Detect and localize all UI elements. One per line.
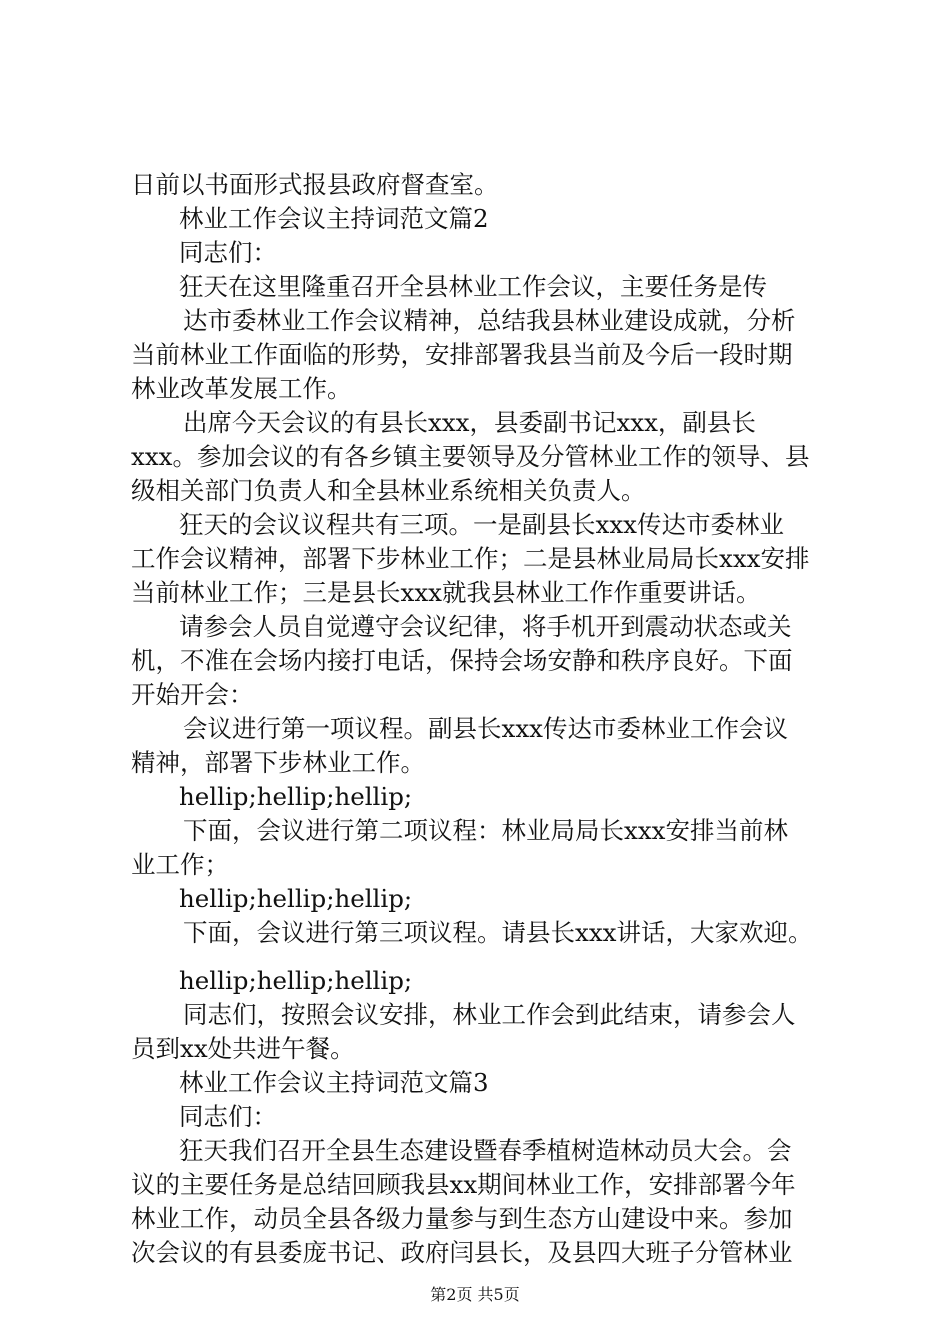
text-line: 员到xx处共进午餐。 — [131, 1034, 355, 1063]
ellipsis-line: hellip;hellip;hellip; — [179, 884, 413, 913]
text-line: 业工作； — [131, 850, 229, 879]
salutation: 同志们： — [179, 1102, 277, 1131]
text-line: 请参会人员自觉遵守会议纪律，将手机开到震动状态或关 — [179, 612, 792, 641]
text-line: 同志们，按照会议安排，林业工作会到此结束，请参会人 — [183, 1000, 796, 1029]
section-heading: 林业工作会议主持词范文篇2 — [179, 204, 489, 233]
page-number-label: 第2页 共5页 — [430, 1285, 520, 1304]
text-line: 开始开会： — [131, 680, 254, 709]
text-line: 下面，会议进行第二项议程：林业局局长xxx安排当前林 — [183, 816, 788, 845]
text-line: 林业改革发展工作。 — [131, 374, 352, 403]
text-line: 日前以书面形式报县政府督查室。 — [131, 170, 499, 199]
text-line: 下面，会议进行第三项议程。请县长xxx讲话，大家欢迎。 — [183, 918, 813, 947]
text-line: 会议进行第一项议程。副县长xxx传达市委林业工作会议 — [183, 714, 788, 743]
text-line: 狂天的会议议程共有三项。一是副县长xxx传达市委林业 — [179, 510, 784, 539]
text-line: 达市委林业工作会议精神，总结我县林业建设成就，分析 — [183, 306, 796, 335]
text-line: 工作会议精神，部署下步林业工作；二是县林业局局长xxx安排 — [131, 544, 810, 573]
text-line: 当前林业工作；三是县长xxx就我县林业工作作重要讲话。 — [131, 578, 761, 607]
blank-gap — [131, 950, 831, 964]
text-line: 级相关部门负责人和全县林业系统相关负责人。 — [131, 476, 646, 505]
text-line: 当前林业工作面临的形势，安排部署我县当前及今后一段时期 — [131, 340, 793, 369]
salutation: 同志们： — [179, 238, 277, 267]
section-heading: 林业工作会议主持词范文篇3 — [179, 1068, 489, 1097]
text-line: 次会议的有县委庞书记、政府闫县长，及县四大班子分管林业 — [131, 1238, 793, 1267]
text-line: 狂天我们召开全县生态建设暨春季植树造林动员大会。会 — [179, 1136, 792, 1165]
text-line: 精神，部署下步林业工作。 — [131, 748, 425, 777]
text-line: 出席今天会议的有县长xxx，县委副书记xxx，副县长 — [183, 408, 756, 437]
text-line: 机，不准在会场内接打电话，保持会场安静和秩序良好。下面 — [131, 646, 793, 675]
ellipsis-line: hellip;hellip;hellip; — [179, 966, 413, 995]
text-line: 议的主要任务是总结回顾我县xx期间林业工作，安排部署今年 — [131, 1170, 796, 1199]
page-footer — [0, 1282, 950, 1305]
text-line: xxx。参加会议的有各乡镇主要领导及分管林业工作的领导、县 — [131, 442, 810, 471]
text-line: 林业工作，动员全县各级力量参与到生态方山建设中来。参加 — [131, 1204, 793, 1233]
document-body — [131, 168, 831, 1270]
ellipsis-line: hellip;hellip;hellip; — [179, 782, 413, 811]
text-line: 狂天在这里隆重召开全县林业工作会议，主要任务是传 — [179, 272, 767, 301]
